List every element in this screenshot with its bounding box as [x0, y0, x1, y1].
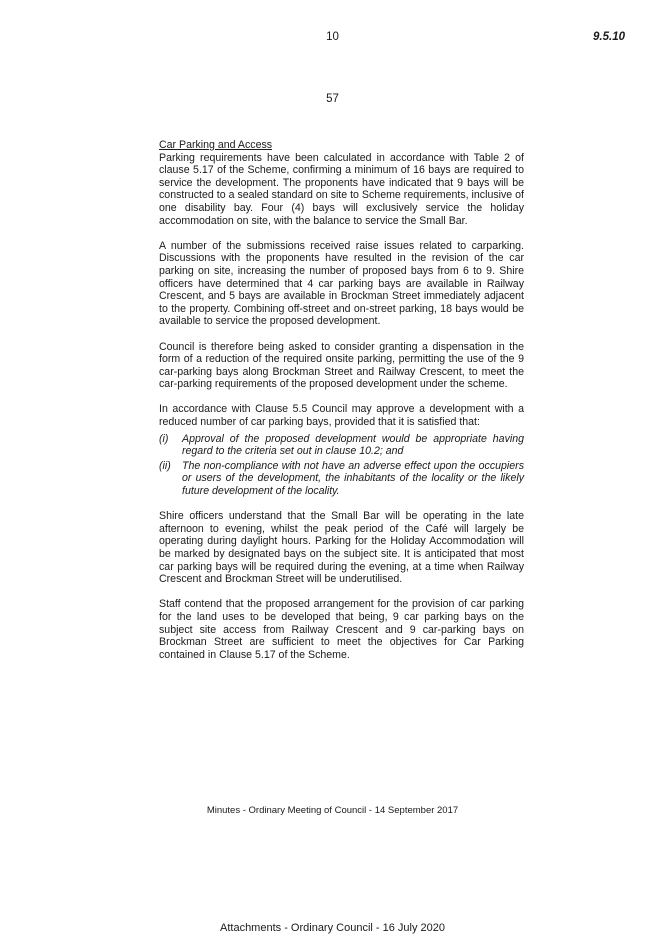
list-item-text: Approval of the proposed development would be appropriate having regard to the criteria set out in clause 10.2; and — [182, 432, 524, 458]
document-body — [159, 139, 524, 674]
sub-page-number: 57 — [326, 93, 339, 105]
list-marker: (i) — [159, 432, 169, 445]
paragraph: Parking requirements have been calculated in accordance with Table 2 of clause 5.17 of the Scheme, confirming a minimum of 16 bays are required to service the development. The proponents have indicated that 9 bays will be constructed to a sealed standard on site to Scheme requirements, inclusive of one disability bay. Four (4) bays will exclusively service the holiday accommodation on site, with the balance to service the Small Bar. — [159, 151, 524, 227]
section-heading: Car Parking and Access — [159, 139, 273, 151]
paragraph: Staff contend that the proposed arrangement for the provision of car parking for the land uses to be developed that being, 9 car parking bays on the subject site access from Railway Crescent and 9 car-parking bays on Brockman Street are sufficient to meet the objectives for Car Parking contained in Clause 5.17 of the Scheme. — [159, 598, 524, 661]
criteria-list — [159, 433, 524, 498]
minutes-footer: Minutes - Ordinary Meeting of Council - 14 September 2017 — [206, 805, 459, 816]
paragraph: A number of the submissions received raise issues related to carparking. Discussions with the proponents have resulted in the revision of the car parking on site, increasing the number of proposed bays from 6 to 9. Shire officers have determined that 4 car parking bays are available in Railway Crescent, and 5 bays are available in Brockman Street immediately adjacent to the property. Combining off-street and on-street parking, 18 bays would be available to service the proposed development. — [159, 239, 524, 328]
paragraph: Council is therefore being asked to consider granting a dispensation in the form of a reduction of the required onsite parking, permitting the use of the 9 car-parking bays along Brockman Street and Railway Crescent, to meet the car-parking requirements of the proposed development under the scheme. — [159, 340, 524, 391]
list-item — [159, 460, 524, 498]
item-reference: 9.5.10 — [593, 31, 625, 43]
paragraph: In accordance with Clause 5.5 Council may approve a development with a reduced number of car parking bays, provided that it is satisfied that: — [159, 403, 524, 429]
list-item — [159, 433, 524, 458]
paragraph: Shire officers understand that the Small Bar will be operating in the late afternoon to evening, whilst the peak period of the Café will largely be operating during daylight hours. Parking for the Holiday Accommodation will be marked by designated bays on the subject site. It is anticipated that most car parking bays will be required during the evening, at a time when Railway Crescent and Brockman Street will be underutilised. — [159, 510, 524, 586]
list-item-text: The non-compliance with not have an adverse effect upon the occupiers or users of the development, the inhabitants of the locality or the likely future development of the locality. — [182, 459, 524, 498]
list-marker: (ii) — [159, 459, 171, 472]
attachments-footer: Attachments - Ordinary Council - 16 July 2020 — [220, 922, 445, 934]
page-number: 10 — [326, 31, 339, 43]
